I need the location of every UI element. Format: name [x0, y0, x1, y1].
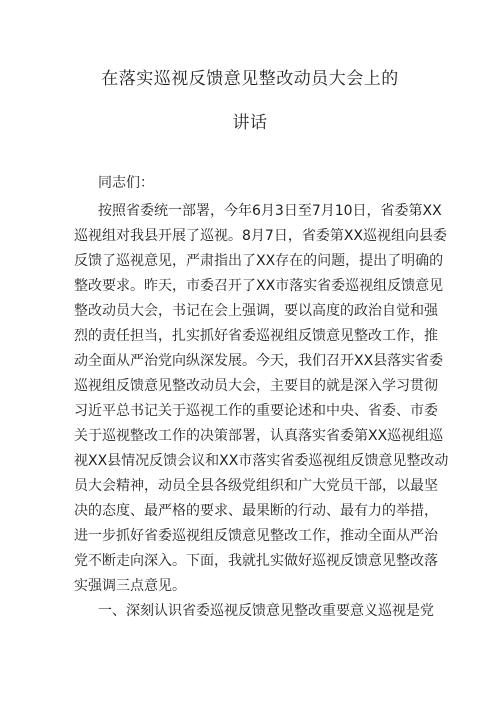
body-line: 关于巡视整改工作的决策部署，认真落实省委第XX巡视组巡 — [74, 428, 444, 444]
body-line: 员大会精神，动员全县各级党组织和广大党员干部，以最坚 — [74, 478, 438, 494]
body-line: 整改动员大会，书记在会上强调，要以高度的政治自觉和强 — [74, 303, 438, 319]
body-line: 实强调三点意见。 — [74, 578, 186, 594]
section-heading-line: 一、深刻认识省委巡视反馈意见整改重要意义巡视是党 — [98, 603, 434, 619]
body-line: 按照省委统一部署，今年6月3日至7月10日，省委第XX — [98, 203, 442, 219]
body-line: 整改要求。昨天，市委召开了XX市落实省委巡视组反馈意见 — [74, 278, 444, 294]
body-line: 党不断走向深入。下面，我就扎实做好巡视反馈意见整改落 — [74, 553, 438, 569]
body-line: 烈的责任担当，扎实抓好省委巡视组反馈意见整改工作，推 — [74, 328, 438, 344]
body-line: 决的态度、最严格的要求、最果断的行动、最有力的举措， — [74, 503, 438, 519]
body-line: 巡视组对我县开展了巡视。8月7日，省委第XX巡视组向县委 — [74, 228, 447, 244]
salutation: 同志们： — [98, 175, 154, 191]
body-line: 习近平总书记关于巡视工作的重要论述和中央、省委、市委 — [74, 403, 438, 419]
document-title-line-2: 讲话 — [232, 113, 268, 133]
document-title-line-1: 在落实巡视反馈意见整改动员大会上的 — [101, 69, 399, 89]
body-line: 动全面从严治党向纵深发展。今天，我们召开XX县落实省委 — [74, 353, 444, 369]
body-line: 进一步抓好省委巡视组反馈意见整改工作，推动全面从严治 — [74, 528, 438, 544]
body-line: 反馈了巡视意见，严肃指出了XX存在的问题，提出了明确的 — [74, 253, 444, 269]
body-line: 巡视组反馈意见整改动员大会，主要目的就是深入学习贯彻 — [74, 378, 438, 394]
body-line: 视XX县情况反馈会议和XX市落实省委巡视组反馈意见整改动 — [74, 453, 449, 469]
